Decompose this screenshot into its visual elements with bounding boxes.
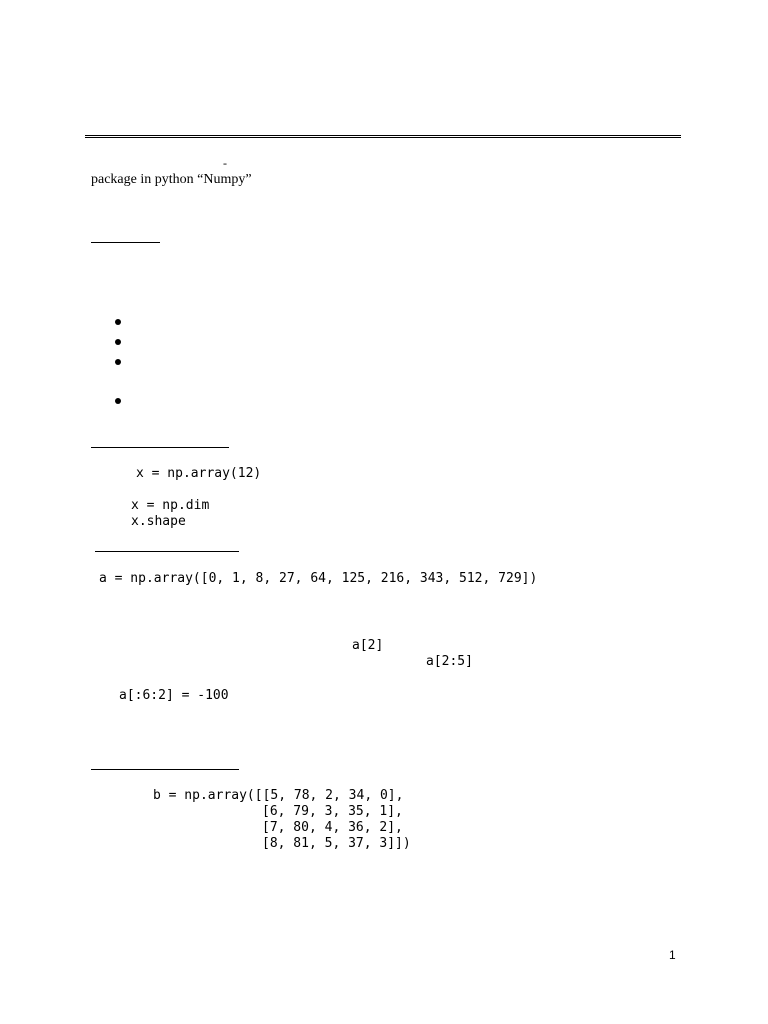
code-shape: x.shape (131, 514, 186, 529)
bullet-4 (115, 398, 121, 404)
code-array-scalar: x = np.array(12) (136, 466, 262, 481)
code-array-2d-line-1: b = np.array([[5, 78, 2, 34, 0], (153, 788, 404, 803)
code-array-2d-line-3: [7, 80, 4, 36, 2], (262, 820, 403, 835)
intro-dash: - (223, 156, 227, 170)
code-index: a[2] (352, 638, 384, 653)
bullet-3 (115, 359, 121, 365)
page-number: 1 (669, 948, 676, 962)
code-slice: a[2:5] (426, 654, 473, 669)
section-heading-underline-3 (95, 551, 239, 552)
code-array-2d-line-2: [6, 79, 3, 35, 1], (262, 804, 403, 819)
bullet-2 (115, 339, 121, 345)
header-rule (85, 135, 681, 138)
code-array-1d: a = np.array([0, 1, 8, 27, 64, 125, 216, 343, 512, 729]) (99, 571, 538, 586)
code-array-2d-line-4: [8, 81, 5, 37, 3]]) (262, 836, 411, 851)
section-heading-underline-4 (91, 769, 239, 770)
code-dim: x = np.dim (131, 498, 210, 513)
intro-text: package in python “Numpy” (91, 172, 252, 187)
bullet-1 (115, 319, 121, 325)
section-heading-underline-1 (91, 242, 160, 243)
section-heading-underline-2 (91, 447, 229, 448)
code-assign: a[:6:2] = -100 (119, 688, 229, 703)
